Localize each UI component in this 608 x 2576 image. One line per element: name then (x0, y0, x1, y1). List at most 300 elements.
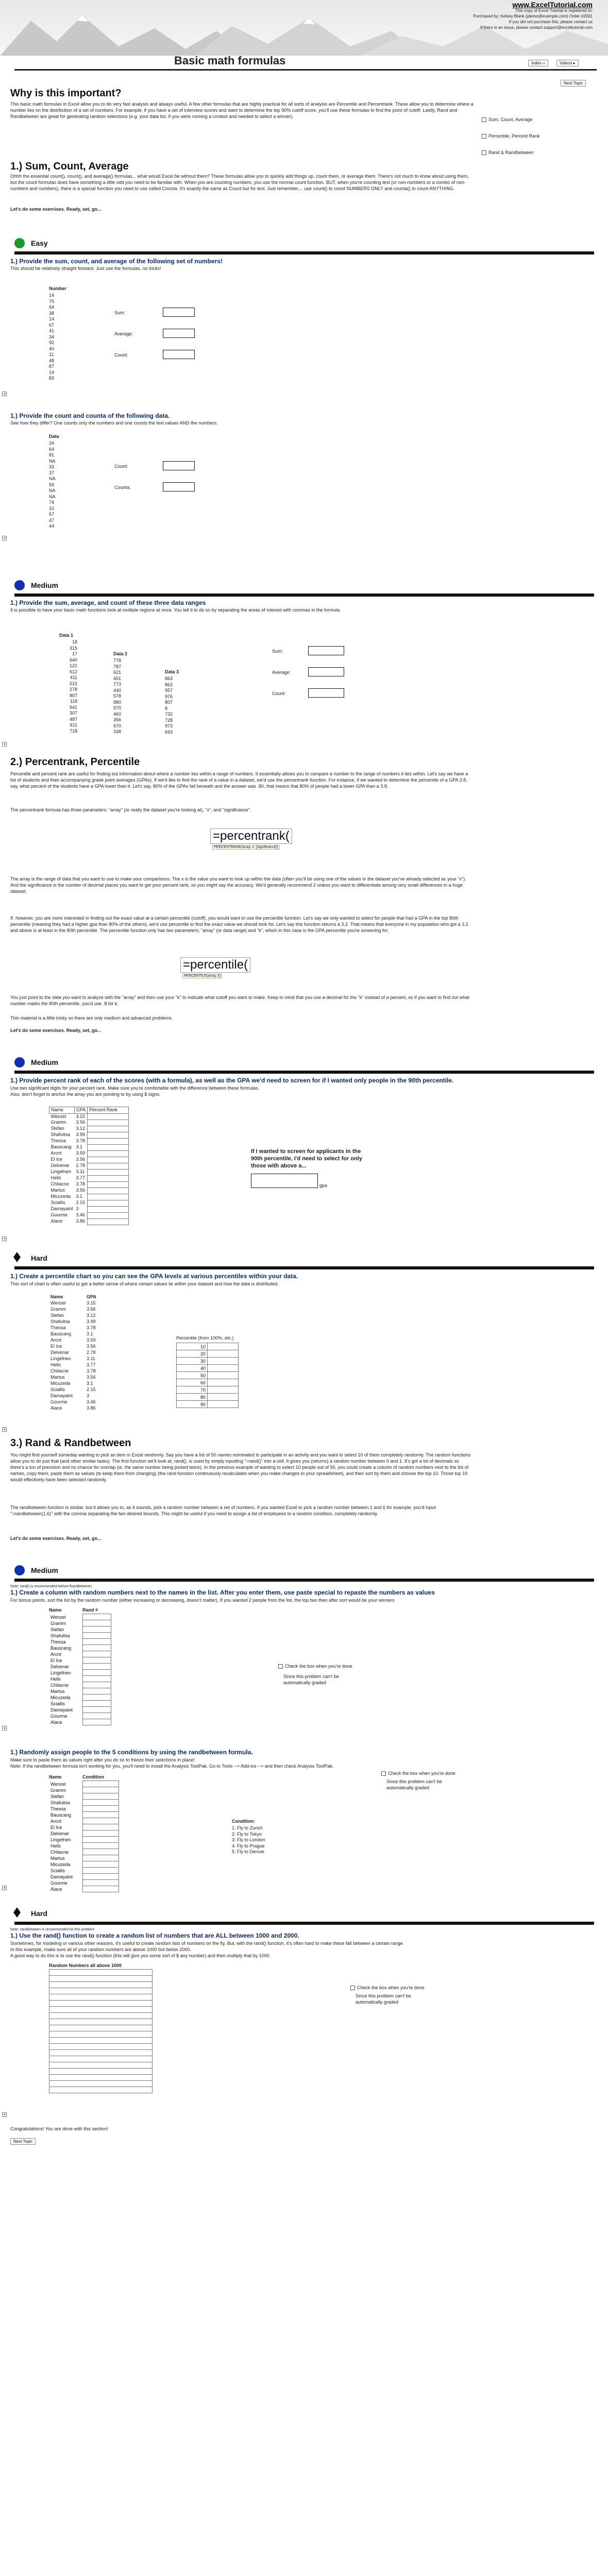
cond-answer-cell[interactable] (82, 1812, 119, 1818)
m1-sum-field[interactable] (308, 646, 344, 655)
gpa-cell: 3.12 (87, 1313, 96, 1318)
gpa-cell: 3 (76, 1206, 79, 1212)
nav-arrow-icon[interactable]: ◂ (2, 1886, 7, 1890)
gpa-cell: 3.56 (76, 1120, 86, 1125)
data-cell: 17 (72, 651, 77, 656)
percentile-row (177, 1358, 239, 1365)
m3-check[interactable] (278, 1663, 352, 1669)
data-cell: 24 (49, 440, 55, 446)
nav-arrow-icon[interactable]: ◂ (2, 392, 7, 396)
name-cell: Gramm (50, 1307, 66, 1312)
cond-answer-cell[interactable] (82, 1800, 119, 1806)
name-cell: Lingefnen (50, 1670, 71, 1675)
table-row (49, 2062, 153, 2069)
percentile-row (177, 1401, 239, 1408)
difficulty-bar (14, 1579, 594, 1582)
rand-answer-cell[interactable] (82, 1614, 111, 1620)
data-cell: 976 (165, 693, 173, 699)
gpa-cell: 3.1 (76, 1194, 83, 1199)
table-row (49, 1399, 98, 1405)
table-row (49, 1800, 119, 1806)
cond-item: 1: Fly to Zurich (232, 1825, 263, 1831)
check-label: Check the box when you're done (388, 1771, 455, 1776)
medium3-q: 1.) Create a column with random numbers next to the names in the list. After you enter them, use paste special to repaste the numbers as values (10, 1589, 435, 1596)
m1-average-field[interactable] (308, 667, 344, 676)
random-answer-cell[interactable] (49, 2044, 153, 2050)
section2-p1: Percentile and percent rank are useful for finding out information about where a number lies within a range of numbers. It essentially allows you to compare a number to the range of numbers it lies within. Let's say we have a list of students and their accompanying grade point averages (GPAs). If we'd like to find the rank of a value in a dataset, we'd use the percentrank function. For instance, if we wanted to determine the percentile of a GPA 3.8, say, what percent of the students have a GPA lower than it. Let's say, 80% of the GPAs fall beneath and the answer was .80, that means that 80% of people had a lower GPA than a 3.8. (10, 771, 468, 789)
name-cell: Delvenar (50, 1664, 70, 1669)
cond-item: 3: Fly to London (232, 1837, 265, 1842)
average-answer-field[interactable] (163, 329, 195, 338)
number-cell: 19 (49, 369, 55, 375)
rank-answer-cell[interactable] (88, 1212, 129, 1218)
data-cell: 307 (69, 710, 77, 716)
site-link[interactable]: www.ExcelTutorial.com (512, 1, 593, 9)
medium2-q: 1.) Provide percent rank of each of the scores (with a formula), as well as the GPA we'd need to screen for if I wanted only people in the 90th percentile. (10, 1077, 454, 1084)
data-list (49, 440, 56, 530)
toc-link-percentile[interactable] (482, 133, 540, 139)
section2-p5: You just point to the data you want to analyze with the "array" and then use your "k" to indicate what cutoff you want to make. Keep in mind that you use a decimal for the "k" instead of a percent, so if you want to find out what number marks the 80th percentile, you'd use .8 for k. (10, 995, 469, 1006)
cond-answer-cell[interactable] (82, 1849, 119, 1855)
medium3-q2: 1.) Randomly assign people to the 5 conditions by using the randbetween formula. (10, 1749, 253, 1756)
gpa-cell: 2.15 (76, 1200, 86, 1206)
rand-answer-cell[interactable] (82, 1620, 111, 1626)
percentile-value: 70 (177, 1386, 208, 1394)
table-row (49, 1344, 98, 1350)
rand-answer-cell[interactable] (82, 1639, 111, 1645)
data-cell: 728 (165, 717, 173, 723)
cond-list-head: Condition: (232, 1819, 255, 1824)
sum-answer-field[interactable] (163, 308, 195, 317)
cond-answer-cell[interactable] (82, 1831, 119, 1837)
table-row (49, 1132, 129, 1138)
table-row (49, 1362, 98, 1368)
gpa-cell: 3.99 (87, 1319, 96, 1325)
data-cell: 18 (72, 639, 77, 645)
data-cell: 356 (113, 717, 122, 722)
gpa-answer-field[interactable] (251, 1174, 318, 1188)
name-cell: Alace (50, 1719, 62, 1725)
why-heading: Why is this important? (10, 88, 122, 99)
rand-answer-cell[interactable] (82, 1664, 111, 1670)
rank-answer-cell[interactable] (88, 1132, 129, 1138)
random-answer-cell[interactable] (49, 2013, 153, 2019)
data-cell: 693 (165, 729, 173, 735)
number-cell: 40 (49, 346, 55, 351)
next-topic-button-bottom[interactable]: Next Topic (10, 2138, 36, 2145)
h2-check[interactable] (350, 1985, 425, 1991)
rank-answer-cell[interactable] (88, 1206, 129, 1212)
data-cell: 970 (113, 705, 122, 710)
percentile-chart-head: Percentile (from 100%, etc.) (176, 1335, 234, 1341)
brand-block (473, 2, 593, 30)
random-answer-cell[interactable] (49, 1988, 153, 1994)
cond-answer-cell[interactable] (82, 1886, 119, 1892)
medium-dot-icon (14, 1565, 25, 1575)
hard2-qsub1: Sometimes, for modeling or various other reasons, it's useful to create random lists of numbers on the fly. But, with the rand() function, it's often hard to make these fall between a certain range. (10, 1941, 404, 1946)
table-row (49, 1331, 98, 1337)
cond-answer-cell[interactable] (82, 1818, 119, 1824)
random-answer-cell[interactable] (49, 2075, 153, 2081)
random-answer-cell[interactable] (49, 2031, 153, 2038)
data-cell: 941 (69, 704, 77, 710)
section3-heading: 3.) Rand & Randbetween (10, 1437, 131, 1449)
rank-answer-cell[interactable] (88, 1188, 129, 1194)
rand-answer-cell[interactable] (82, 1701, 111, 1707)
table-row (49, 1713, 111, 1719)
nav-arrow-icon[interactable]: ◂ (2, 2112, 7, 2117)
percentile-answer-cell[interactable] (208, 1365, 239, 1372)
data-cell: 451 (113, 675, 122, 681)
table-row (49, 1849, 119, 1855)
data-cell: 57 (49, 512, 55, 517)
rank-answer-cell[interactable] (88, 1126, 129, 1132)
name-cell: Alace (50, 1218, 63, 1224)
table-row (49, 1793, 119, 1800)
data-cell: 863 (165, 676, 173, 681)
rank-answer-cell[interactable] (88, 1144, 129, 1150)
name-cell: Sciallis (50, 1200, 65, 1206)
table-row (49, 1994, 153, 2001)
cond-answer-cell[interactable] (82, 1824, 119, 1831)
count2-answer-field[interactable] (163, 461, 195, 470)
data-cell: 74 (49, 500, 55, 505)
easy-q2: 1.) Provide the count and counta of the following data. (10, 412, 170, 419)
percentile-value: 30 (177, 1358, 208, 1365)
rand-answer-cell[interactable] (82, 1713, 111, 1719)
data-cell: 118 (70, 699, 77, 704)
name-cell: El Ice (50, 1824, 62, 1830)
name-cell: Thessa (50, 1325, 66, 1331)
data-cell: NA (49, 488, 56, 493)
number-col-head: Number (49, 286, 67, 291)
table-row (49, 1982, 153, 1988)
gpa-cell: 2.78 (76, 1163, 86, 1168)
medium-dot-icon (14, 1057, 25, 1067)
percentile-value: 90 (177, 1401, 208, 1408)
data-col-head: Data (49, 434, 59, 439)
percentile-answer-cell[interactable] (208, 1350, 239, 1358)
table-row (49, 1639, 111, 1645)
data-cell: 807 (69, 692, 77, 698)
percentile-answer-cell[interactable] (208, 1401, 239, 1408)
rank-answer-cell[interactable] (88, 1157, 129, 1163)
percentile-row (177, 1386, 239, 1394)
rand-answer-cell[interactable] (82, 1626, 111, 1633)
name-cell: Hells (50, 1362, 61, 1368)
random-answer-cell[interactable] (49, 2069, 153, 2075)
gpa-cell: 3.1 (76, 1144, 83, 1150)
toc-link-sum[interactable] (482, 116, 532, 123)
table-header-row (49, 1107, 129, 1114)
m3-check2[interactable] (381, 1770, 455, 1776)
section1-heading: 1.) Sum, Count, Average (10, 161, 129, 172)
brand-line: If there is an issue, please contact support@exceltutorial.com (480, 25, 593, 30)
rand-answer-cell[interactable] (82, 1651, 111, 1657)
cond-answer-cell[interactable] (82, 1874, 119, 1880)
count-answer-field[interactable] (163, 350, 195, 359)
percentile-value: 50 (177, 1372, 208, 1379)
rand-answer-cell[interactable] (82, 1657, 111, 1664)
rand-answer-cell[interactable] (82, 1707, 111, 1713)
cond-answer-cell[interactable] (82, 1793, 119, 1800)
name-cell: Stefan (50, 1793, 64, 1799)
table-row (49, 1212, 129, 1218)
data1-head: Data 1 (59, 633, 74, 638)
random-answer-cell[interactable] (49, 2025, 153, 2031)
data-cell: 37 (49, 470, 55, 476)
cond-answer-cell[interactable] (82, 1861, 119, 1868)
random-answer-cell[interactable] (49, 2050, 153, 2056)
data-cell: 787 (113, 664, 122, 669)
data-cell: 121 (69, 663, 77, 668)
table-row (49, 1157, 129, 1163)
hard-diamond-icon (13, 1907, 21, 1918)
random-answer-cell[interactable] (49, 2062, 153, 2069)
cond-answer-cell[interactable] (82, 1868, 119, 1874)
gpa-header: GPA (75, 1107, 88, 1114)
table-row (49, 2081, 153, 2087)
name-cell: El Ice (50, 1344, 62, 1349)
rank-answer-cell[interactable] (88, 1194, 129, 1200)
random-answer-cell[interactable] (49, 2019, 153, 2025)
counta-answer-field[interactable] (163, 482, 195, 492)
rank-answer-cell[interactable] (88, 1181, 129, 1188)
data-cell: 411 (70, 675, 77, 680)
name-cell: Gourme (50, 1880, 67, 1886)
gpa-cell: 3.78 (76, 1181, 86, 1187)
toc-link-label: Percentile, Percent Rank (488, 133, 540, 139)
cond-table (49, 1781, 119, 1892)
name-cell: Damayaint (50, 1707, 73, 1713)
table-row (49, 1812, 119, 1818)
name-cell: Stefan (50, 1313, 64, 1318)
rand-answer-cell[interactable] (82, 1694, 111, 1701)
cond-answer-cell[interactable] (82, 1880, 119, 1886)
data-cell: 460 (113, 711, 122, 717)
percentile-answer-cell[interactable] (208, 1379, 239, 1386)
done-checkbox[interactable] (278, 1664, 283, 1669)
name-cell: Chilacne (50, 1181, 69, 1187)
gpa-cell: 3.56 (87, 1344, 96, 1349)
percentile-tooltip: PERCENTILE(array, k) (182, 974, 222, 978)
table-row (49, 1843, 119, 1849)
name-cell: Shafuitsa (50, 1633, 70, 1638)
medium1-q: 1.) Provide the sum, average, and count of these three data ranges (10, 599, 206, 606)
percentile-answer-cell[interactable] (208, 1358, 239, 1365)
name-cell: Gourme (50, 1713, 67, 1719)
cond-item: 2: Fly to Tokyo (232, 1831, 262, 1837)
table-row (49, 1874, 119, 1880)
table-row (49, 1664, 111, 1670)
data-cell: 807 (165, 700, 173, 705)
name-cell: Lingefnen (50, 1837, 71, 1842)
name-cell: Hells (50, 1676, 61, 1682)
count2-label: Count: (114, 464, 128, 469)
m1-count-field[interactable] (308, 688, 344, 698)
table-row (49, 1194, 129, 1200)
percentile-value: 60 (177, 1379, 208, 1386)
name-cell: Stefan (50, 1626, 64, 1632)
videos-button[interactable]: Videos ▸ (556, 60, 579, 66)
cond-answer-cell[interactable] (82, 1855, 119, 1861)
percentile-answer-cell[interactable] (208, 1394, 239, 1401)
cond-answer-cell[interactable] (82, 1781, 119, 1787)
rank-answer-cell[interactable] (88, 1113, 129, 1120)
rand-answer-cell[interactable] (82, 1645, 111, 1651)
easy-dot-icon (14, 238, 25, 248)
section2-p4: If, however, you are more interested in finding out the exact value at a certain percentile (cutoff), you would want to use the percentile function. Let's say we only wanted to select for people that had a GPA in the top 80th percentile (meaning they had a higher gpa than 80% of the others), we'd use percentile to find the exact value we should look for. Let's say this function returns a 3.2. That means that everyone in my population who got a 3.2 and above is at least in the 80th percentile. The percentile function only has two parameters; "array" (or data range) and "k", which in this case is the GPA percentile you're screening for. (10, 916, 468, 933)
index-button[interactable]: Index ‹‹ (528, 60, 548, 66)
random-answer-cell[interactable] (49, 2001, 153, 2007)
random-answer-cell[interactable] (49, 2056, 153, 2062)
gpa-cell: 3.77 (87, 1362, 96, 1368)
name-header: Name (49, 1107, 75, 1114)
gpa-cell: 3.46 (87, 1399, 96, 1405)
rank-answer-cell[interactable] (88, 1150, 129, 1157)
name-cell: Delvenar (50, 1350, 70, 1355)
m1-average-label: Average: (272, 670, 291, 675)
name-cell: Sciallis (50, 1868, 65, 1873)
toc-link-rand[interactable] (482, 149, 534, 156)
cond-answer-cell[interactable] (82, 1837, 119, 1843)
data-cell: 515 (69, 681, 77, 686)
table-row (49, 1707, 111, 1713)
hard-label: Hard (31, 1909, 47, 1918)
table-row (49, 1375, 98, 1381)
rank-answer-cell[interactable] (88, 1138, 129, 1144)
rank-answer-cell[interactable] (88, 1175, 129, 1181)
table-row (49, 1657, 111, 1664)
rank-answer-cell[interactable] (88, 1200, 129, 1206)
percentile-answer-cell[interactable] (208, 1386, 239, 1394)
medium2-qsub2: Also, don't forget to anchor the array you are pointing to by using $ signs. (10, 1092, 161, 1097)
cond-answer-cell[interactable] (82, 1843, 119, 1849)
table-row (49, 1350, 98, 1356)
hard1-names (49, 1294, 98, 1412)
gpa-cell: 3.99 (76, 1132, 86, 1138)
rank-answer-cell[interactable] (88, 1120, 129, 1126)
cond-answer-cell[interactable] (82, 1806, 119, 1812)
hard2-note: Note: randbetween is recommended for this problem (10, 1928, 95, 1931)
random-answer-cell[interactable] (49, 2007, 153, 2013)
percentile-answer-cell[interactable] (208, 1343, 239, 1350)
table-header-row (49, 1294, 98, 1300)
gpa-cell: 3.11 (76, 1169, 85, 1175)
rand-answer-cell[interactable] (82, 1676, 111, 1682)
percentile-answer-cell[interactable] (208, 1372, 239, 1379)
name-cell: Bauscang (50, 1645, 72, 1651)
percentile-grid (176, 1343, 239, 1408)
hard-label: Hard (31, 1254, 47, 1262)
random-answer-cell[interactable] (49, 2087, 153, 2093)
m3-cond-head: Condition (82, 1774, 104, 1780)
random-nums-head: Random Numbers all above 1000 (49, 1963, 122, 1968)
toc-checkbox[interactable] (482, 117, 486, 122)
section2-heading: 2.) Percentrank, Percentile (10, 756, 140, 768)
page-header (0, 0, 608, 75)
toc-link-label: Rand & Randbetween (488, 150, 534, 155)
data-cell: 44 (49, 523, 55, 529)
table-row (49, 1113, 129, 1120)
data-cell: 81 (49, 452, 55, 457)
name-cell: Shafuitsa (50, 1132, 71, 1138)
nav-arrow-icon[interactable]: ◂ (2, 1726, 7, 1731)
table-row (49, 1806, 119, 1812)
name-cell: Wenzel (50, 1113, 66, 1119)
table-row (49, 1886, 119, 1892)
data-cell: 10 (49, 505, 55, 511)
table-row (49, 1206, 129, 1212)
data-cell: 612 (69, 669, 77, 674)
nav-arrow-icon[interactable]: ◂ (2, 1427, 7, 1432)
table-row (49, 1307, 98, 1313)
cond-answer-cell[interactable] (82, 1787, 119, 1793)
table-row (49, 1831, 119, 1837)
random-answer-cell[interactable] (49, 1970, 153, 1976)
check-label: Check the box when you're done (285, 1664, 352, 1669)
nav-arrow-icon[interactable]: ◂ (2, 742, 7, 747)
name-cell: Sciallis (50, 1701, 65, 1706)
percentile-row (177, 1365, 239, 1372)
medium-label: Medium (31, 1058, 58, 1066)
name-cell: Damayaint (50, 1874, 73, 1879)
table-row (49, 2019, 153, 2025)
name-cell: Chilacne (50, 1849, 69, 1855)
toc-checkbox[interactable] (482, 150, 486, 155)
rand-answer-cell[interactable] (82, 1670, 111, 1676)
done-checkbox[interactable] (350, 1986, 355, 1990)
rank-answer-cell[interactable] (88, 1163, 129, 1169)
rand-answer-cell[interactable] (82, 1688, 111, 1694)
table-row (49, 1120, 129, 1126)
easy-q1-sub: This should be relatively straight forward. Just use the formulas, no tricks! (10, 266, 161, 271)
rand-answer-cell[interactable] (82, 1719, 111, 1725)
random-answer-cell[interactable] (49, 2038, 153, 2044)
nav-arrow-icon[interactable]: ◂ (2, 536, 7, 540)
m3-check2-sub: Since this problem can't be automatically graded (386, 1779, 442, 1790)
table-row (49, 2025, 153, 2031)
random-answer-cell[interactable] (49, 2081, 153, 2087)
rank-answer-cell[interactable] (88, 1169, 129, 1175)
percentile-value: 40 (177, 1365, 208, 1372)
table-row (49, 1719, 111, 1725)
random-answer-cell[interactable] (49, 1976, 153, 1982)
table-row (49, 1670, 111, 1676)
section1-body: Ohhh the essential count(), count(), and average() formulas... what would Excel be without them? These formulas allow you to quickly add things up, count them, or average them. There's not much to know about using them, but the count formulas does have something a little odd you need to be familiar with. When you are counting numbers, you use the normal count function. BUT, when you're counting text (or non-numbers or a combo of non-numbers and numbers), there is a special function you need to use called Counta. It's exactly the same as Count but for text. Just remember.... use count() to count NUMBERS ONLY and counta() to count ANYTHING. (10, 174, 469, 191)
random-answer-cell[interactable] (49, 1982, 153, 1988)
name-cell: Shafuitsa (50, 1319, 70, 1325)
medium2-qsub1: Use two significant digits for your percent rank. Make sure you're comfortable with the difference between these formulas. (10, 1086, 260, 1091)
rank-answer-cell[interactable] (88, 1218, 129, 1225)
random-answer-cell[interactable] (49, 1994, 153, 2001)
next-topic-button[interactable]: Next Topic (561, 80, 586, 87)
gpa-cell: 3.78 (87, 1325, 96, 1331)
done-checkbox[interactable] (381, 1771, 386, 1776)
toc-checkbox[interactable] (482, 134, 486, 139)
rand-answer-cell[interactable] (82, 1682, 111, 1688)
nav-arrow-icon[interactable]: ◂ (2, 1236, 7, 1241)
table-row (49, 1387, 98, 1393)
hard2-qsub3: A good way to do this is to use the rand() function (this will give you some sort of $ any number) and then multiply that by 1000. (10, 1953, 271, 1958)
rand-answer-cell[interactable] (82, 1633, 111, 1639)
medium-label: Medium (31, 581, 58, 589)
percentrank-formula: =percentrank( (210, 828, 292, 844)
data-cell: 640 (69, 657, 77, 663)
table-row (49, 1868, 119, 1874)
table-row (49, 1824, 119, 1831)
gpa-cell: 3.78 (87, 1368, 96, 1374)
